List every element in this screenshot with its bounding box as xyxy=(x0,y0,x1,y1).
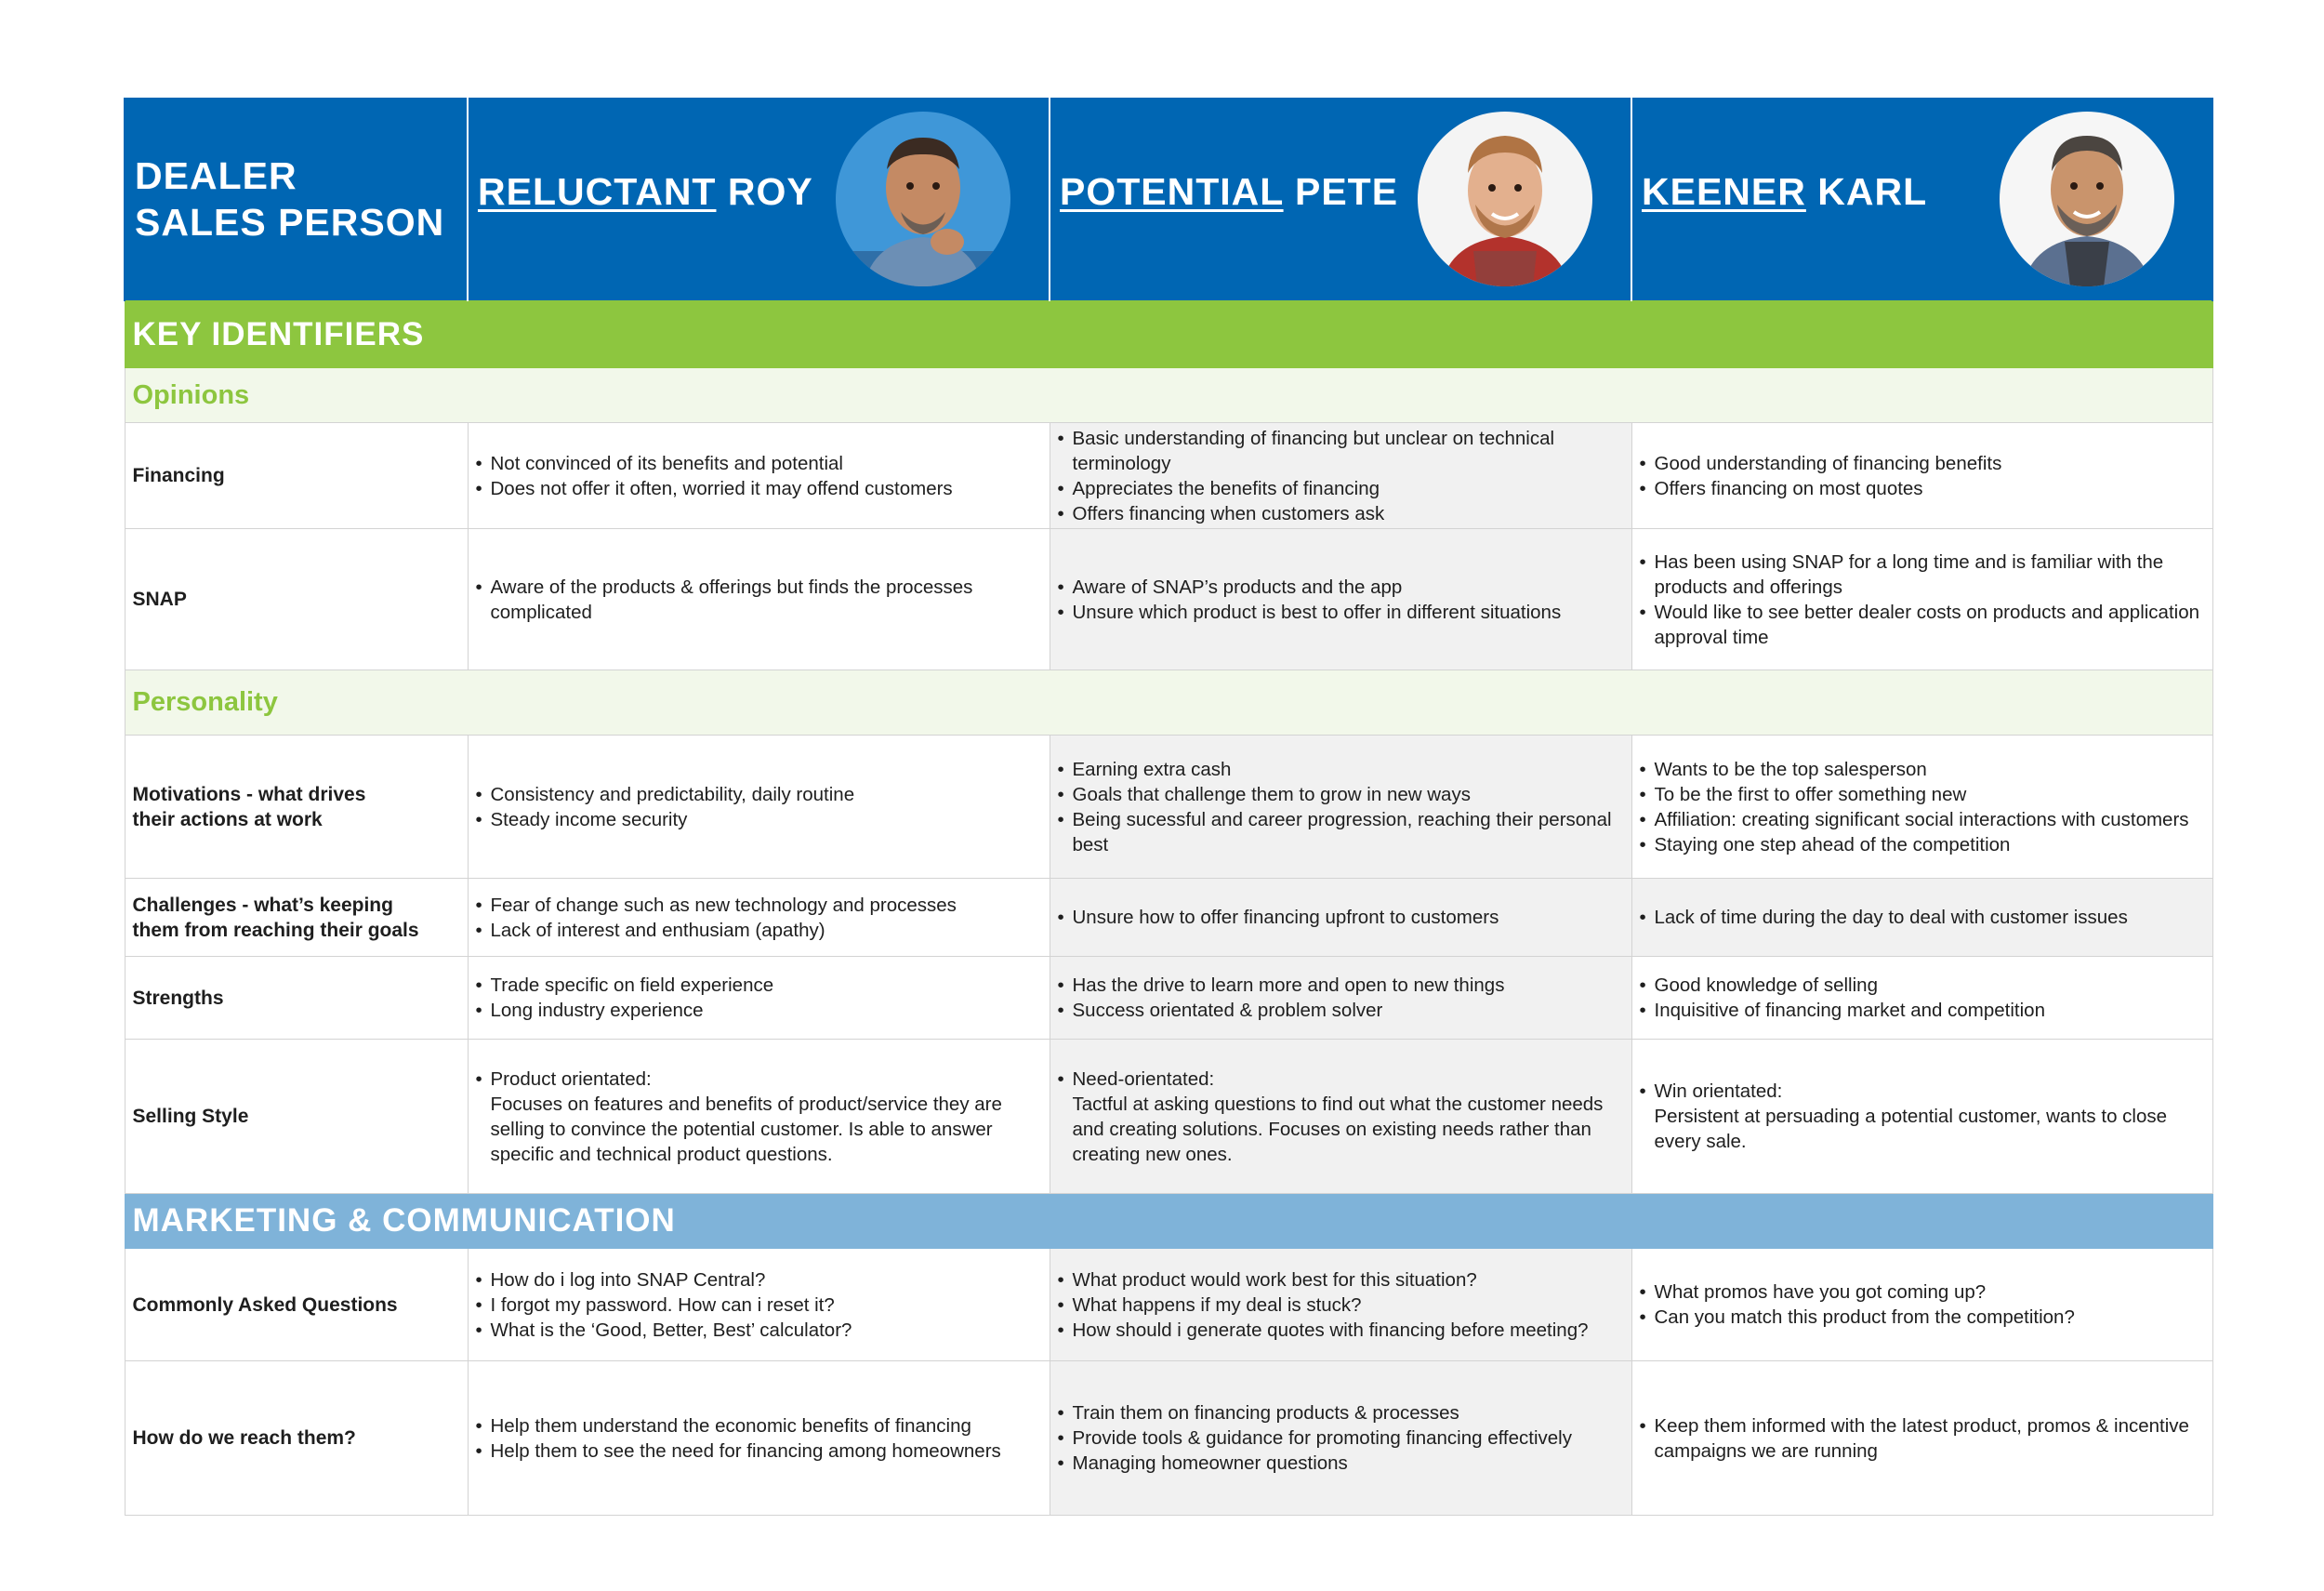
cell-karl xyxy=(1631,1361,2212,1516)
list-item: • Does not offer it often, worried it may offend customers xyxy=(476,476,1040,501)
cell-karl xyxy=(1631,423,2212,529)
list-item: • What happens if my deal is stuck? xyxy=(1058,1293,1622,1318)
row-challenges xyxy=(125,879,2212,957)
persona-last-name: KARL xyxy=(1805,170,1928,213)
list-item: • Basic understanding of financing but unclear on technical terminology xyxy=(1058,426,1622,476)
list-item: • How do i log into SNAP Central? xyxy=(476,1267,1040,1293)
row-label xyxy=(125,736,468,879)
row-label xyxy=(125,879,468,957)
subsection-title: Personality xyxy=(125,670,2212,736)
list-item: • Can you match this product from the competition? xyxy=(1640,1305,2203,1330)
cell-pete xyxy=(1050,1361,1631,1516)
list-item: • Consistency and predictability, daily routine xyxy=(476,782,1040,807)
row-label: Commonly Asked Questions xyxy=(125,1249,468,1361)
persona-name xyxy=(478,170,813,214)
list-item: • Unsure which product is best to offer in different situations xyxy=(1058,600,1622,625)
list-item: • What product would work best for this situation? xyxy=(1058,1267,1622,1293)
row-label: Strengths xyxy=(125,957,468,1040)
list-item: • Help them understand the economic benefits of financing xyxy=(476,1413,1040,1439)
list-item: • Help them to see the need for financing among homeowners xyxy=(476,1439,1040,1464)
list-item: • Aware of the products & offerings but finds the processes complicated xyxy=(476,575,1040,625)
list-item: • Lack of interest and enthusiam (apathy) xyxy=(476,918,1040,943)
row-label-line2: them from reaching their goals xyxy=(132,919,419,941)
list-item: • Fear of change such as new technology and processes xyxy=(476,893,1040,918)
row-label: Selling Style xyxy=(125,1040,468,1194)
list-item: • Wants to be the top salesperson xyxy=(1640,757,2203,782)
cell-roy xyxy=(468,529,1050,670)
row-label: Financing xyxy=(125,423,468,529)
section-title: MARKETING & COMMUNICATION xyxy=(125,1194,2212,1249)
cell-roy xyxy=(468,1249,1050,1361)
list-item: • Has the drive to learn more and open to new things xyxy=(1058,973,1622,998)
persona-name xyxy=(1642,170,1927,214)
list-item: • Managing homeowner questions xyxy=(1058,1451,1622,1476)
row-label: SNAP xyxy=(125,529,468,670)
list-item: • Staying one step ahead of the competition xyxy=(1640,832,2203,857)
avatar-roy xyxy=(836,112,1010,286)
cell-pete xyxy=(1050,879,1631,957)
list-item: • Provide tools & guidance for promoting financing effectively xyxy=(1058,1425,1622,1451)
section-key-identifiers xyxy=(125,301,2212,368)
list-item: • Good knowledge of selling xyxy=(1640,973,2203,998)
style-description: Tactful at asking questions to find out what the customer needs and creating solutions. Focuses on existing needs rather than creating new ones. xyxy=(1072,1093,1604,1165)
cell-pete xyxy=(1050,1249,1631,1361)
style-description: Persistent at persuading a potential customer, wants to close every sale. xyxy=(1654,1106,2168,1152)
cell-karl xyxy=(1631,879,2212,957)
list-item: • Trade specific on field experience xyxy=(476,973,1040,998)
list-item: • Aware of SNAP’s products and the app xyxy=(1058,575,1622,600)
row-financing xyxy=(125,423,2212,529)
cell-pete xyxy=(1050,1040,1631,1194)
style-description: Focuses on features and benefits of product/service they are selling to convince the potential customer. Is able to answer specific and technical product questions. xyxy=(490,1093,1002,1165)
list-item: • Earning extra cash xyxy=(1058,757,1622,782)
persona-keener-karl xyxy=(1631,98,2212,301)
cell-roy xyxy=(468,879,1050,957)
persona-potential-pete xyxy=(1050,98,1631,301)
list-item: • Not convinced of its benefits and potential xyxy=(476,451,1040,476)
row-questions xyxy=(125,1249,2212,1361)
subsection-title: Opinions xyxy=(125,368,2212,423)
cell-karl xyxy=(1631,1040,2212,1194)
persona-table xyxy=(124,98,2213,1516)
persona-sheet xyxy=(124,98,2212,1516)
section-marketing xyxy=(125,1194,2212,1249)
cell-karl xyxy=(1631,529,2212,670)
cell-roy xyxy=(468,1040,1050,1194)
list-item: • Being sucessful and career progression, reaching their personal best xyxy=(1058,807,1622,857)
list-item: • How should i generate quotes with financing before meeting? xyxy=(1058,1318,1622,1343)
cell-roy xyxy=(468,957,1050,1040)
list-item: • Lack of time during the day to deal with customer issues xyxy=(1640,905,2203,930)
list-item: • Inquisitive of financing market and competition xyxy=(1640,998,2203,1023)
list-item: • Success orientated & problem solver xyxy=(1058,998,1622,1023)
persona-last-name: PETE xyxy=(1283,170,1399,213)
row-strengths xyxy=(125,957,2212,1040)
persona-first-name: RELUCTANT xyxy=(478,170,717,213)
persona-reluctant-roy xyxy=(468,98,1050,301)
list-item: • Affiliation: creating significant social interactions with customers xyxy=(1640,807,2203,832)
persona-name xyxy=(1060,170,1398,214)
list-item: • Unsure how to offer financing upfront to customers xyxy=(1058,905,1622,930)
cell-pete xyxy=(1050,736,1631,879)
list-item: • To be the first to offer something new xyxy=(1640,782,2203,807)
subsection-opinions xyxy=(125,368,2212,423)
list-item: • Goals that challenge them to grow in new ways xyxy=(1058,782,1622,807)
header-row xyxy=(125,98,2212,301)
list-item: • Need-orientated: xyxy=(1058,1067,1622,1092)
cell-karl xyxy=(1631,1249,2212,1361)
cell-roy xyxy=(468,423,1050,529)
list-item: • Would like to see better dealer costs on products and application approval time xyxy=(1640,600,2203,650)
dealer-heading-line2: SALES PERSON xyxy=(135,201,445,244)
persona-first-name: POTENTIAL xyxy=(1060,170,1284,213)
row-label-line1: Challenges - what’s keeping xyxy=(132,894,393,916)
avatar-karl xyxy=(2000,112,2174,286)
dealer-heading xyxy=(125,98,468,301)
row-snap xyxy=(125,529,2212,670)
section-title: KEY IDENTIFIERS xyxy=(125,301,2212,368)
cell-karl xyxy=(1631,957,2212,1040)
cell-pete xyxy=(1050,529,1631,670)
subsection-personality xyxy=(125,670,2212,736)
list-item: • Product orientated: xyxy=(476,1067,1040,1092)
cell-pete xyxy=(1050,423,1631,529)
row-selling-style xyxy=(125,1040,2212,1194)
persona-last-name: ROY xyxy=(716,170,813,213)
list-item: • Offers financing when customers ask xyxy=(1058,501,1622,526)
row-reach xyxy=(125,1361,2212,1516)
row-label-line1: Motivations - what drives xyxy=(132,783,366,805)
list-item: • What promos have you got coming up? xyxy=(1640,1279,2203,1305)
list-item: • Good understanding of financing benefits xyxy=(1640,451,2203,476)
row-label-line2: their actions at work xyxy=(132,808,323,830)
list-item: • I forgot my password. How can i reset it? xyxy=(476,1293,1040,1318)
list-item: • Steady income security xyxy=(476,807,1040,832)
cell-karl xyxy=(1631,736,2212,879)
list-item: • Appreciates the benefits of financing xyxy=(1058,476,1622,501)
list-item: • What is the ‘Good, Better, Best’ calculator? xyxy=(476,1318,1040,1343)
cell-pete xyxy=(1050,957,1631,1040)
list-item: • Offers financing on most quotes xyxy=(1640,476,2203,501)
list-item: • Keep them informed with the latest product, promos & incentive campaigns we are running xyxy=(1640,1413,2203,1464)
cell-roy xyxy=(468,1361,1050,1516)
row-motivations xyxy=(125,736,2212,879)
avatar-pete xyxy=(1418,112,1592,286)
list-item: • Long industry experience xyxy=(476,998,1040,1023)
cell-roy xyxy=(468,736,1050,879)
row-label: How do we reach them? xyxy=(125,1361,468,1516)
list-item: • Has been using SNAP for a long time and is familiar with the products and offerings xyxy=(1640,550,2203,600)
dealer-heading-line1: DEALER xyxy=(135,154,297,197)
list-item: • Train them on financing products & processes xyxy=(1058,1400,1622,1425)
list-item: • Win orientated: xyxy=(1640,1079,2203,1104)
persona-first-name: KEENER xyxy=(1642,170,1806,213)
